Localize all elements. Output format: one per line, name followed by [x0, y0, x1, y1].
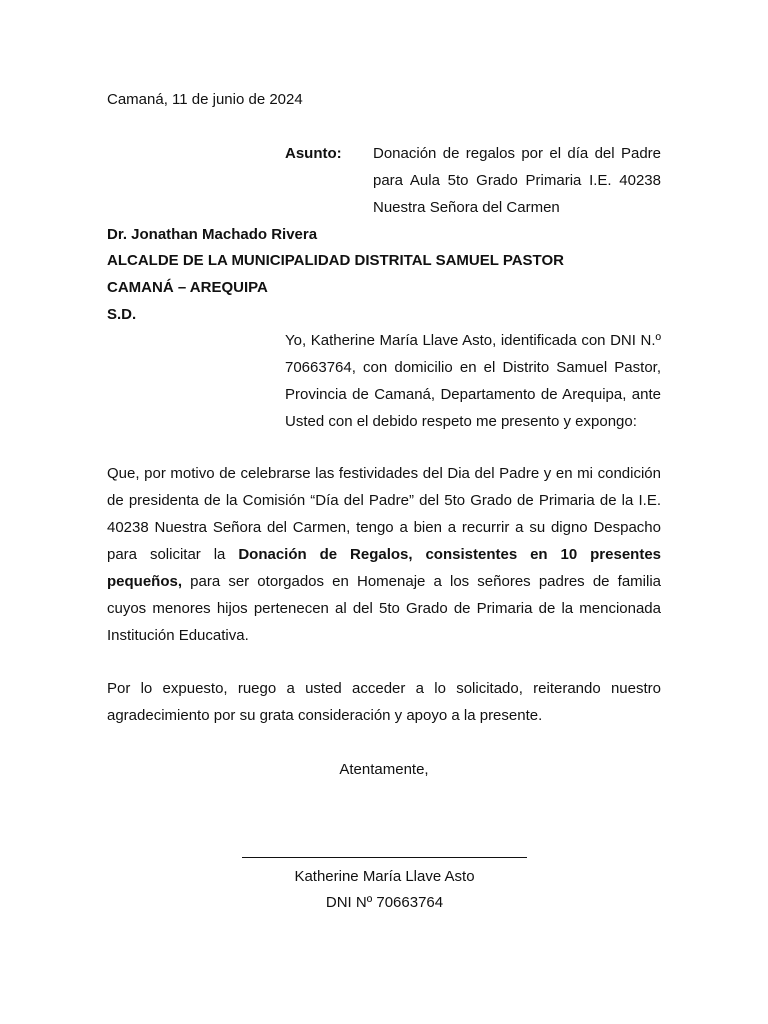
intro-paragraph: [285, 327, 661, 435]
recipient-name: Dr. Jonathan Machado Rivera: [107, 226, 318, 243]
signature-id: DNI Nº 70663764: [325, 894, 444, 911]
body-line: de presidenta de la Comisión “Día del Padre” del 5to Grado de Primaria de la I.E.: [107, 492, 661, 509]
subject-text: [373, 140, 661, 221]
intro-line: Provincia de Camaná, Departamento de Arequipa, ante: [285, 386, 661, 403]
valediction: Atentamente,: [339, 761, 429, 778]
body-line: [107, 541, 661, 568]
closing-line: agradecimiento por su grata consideración y apoyo a la presente.: [107, 707, 543, 724]
closing-paragraph: [107, 675, 661, 729]
subject-line: Donación de regalos por el día del Padre: [373, 145, 661, 162]
body-line: 40238 Nuestra Señora del Carmen, tengo a bien a recurrir a su digno Despacho: [107, 519, 661, 536]
subject-label: Asunto:: [285, 145, 342, 162]
request-highlight: pequeños,: [107, 573, 183, 590]
salutation: S.D.: [107, 306, 137, 323]
intro-line: Yo, Katherine María Llave Asto, identificada con DNI N.º: [285, 332, 661, 349]
request-highlight: Donación de Regalos, consistentes en 10 presentes: [238, 546, 662, 563]
body-line: Institución Educativa.: [107, 627, 249, 644]
subject-line: Nuestra Señora del Carmen: [373, 199, 560, 216]
body-text: para solicitar la: [107, 546, 239, 563]
subject-line: para Aula 5to Grado Primaria I.E. 40238: [373, 172, 661, 189]
body-text: para ser otorgados en Homenaje a los señores padres de familia: [182, 573, 661, 590]
intro-line: 70663764, con domicilio en el Distrito Samuel Pastor,: [285, 359, 661, 376]
recipient-position: ALCALDE DE LA MUNICIPALIDAD DISTRITAL SAMUEL PASTOR: [107, 252, 564, 269]
recipient-location: CAMANÁ – AREQUIPA: [107, 279, 268, 296]
signature-line: [242, 857, 527, 858]
intro-line: Usted con el debido respeto me presento y expongo:: [285, 413, 637, 430]
body-line: [107, 568, 661, 595]
signature-name: Katherine María Llave Asto: [294, 868, 475, 885]
closing-line: Por lo expuesto, ruego a usted acceder a lo solicitado, reiterando nuestro: [107, 680, 661, 697]
body-line: cuyos menores hijos pertenecen al del 5to Grado de Primaria de la mencionada: [107, 600, 661, 617]
place-date: Camaná, 11 de junio de 2024: [107, 91, 303, 108]
body-line: Que, por motivo de celebrarse las festividades del Dia del Padre y en mi condición: [107, 465, 661, 482]
body-paragraph: [107, 460, 661, 649]
